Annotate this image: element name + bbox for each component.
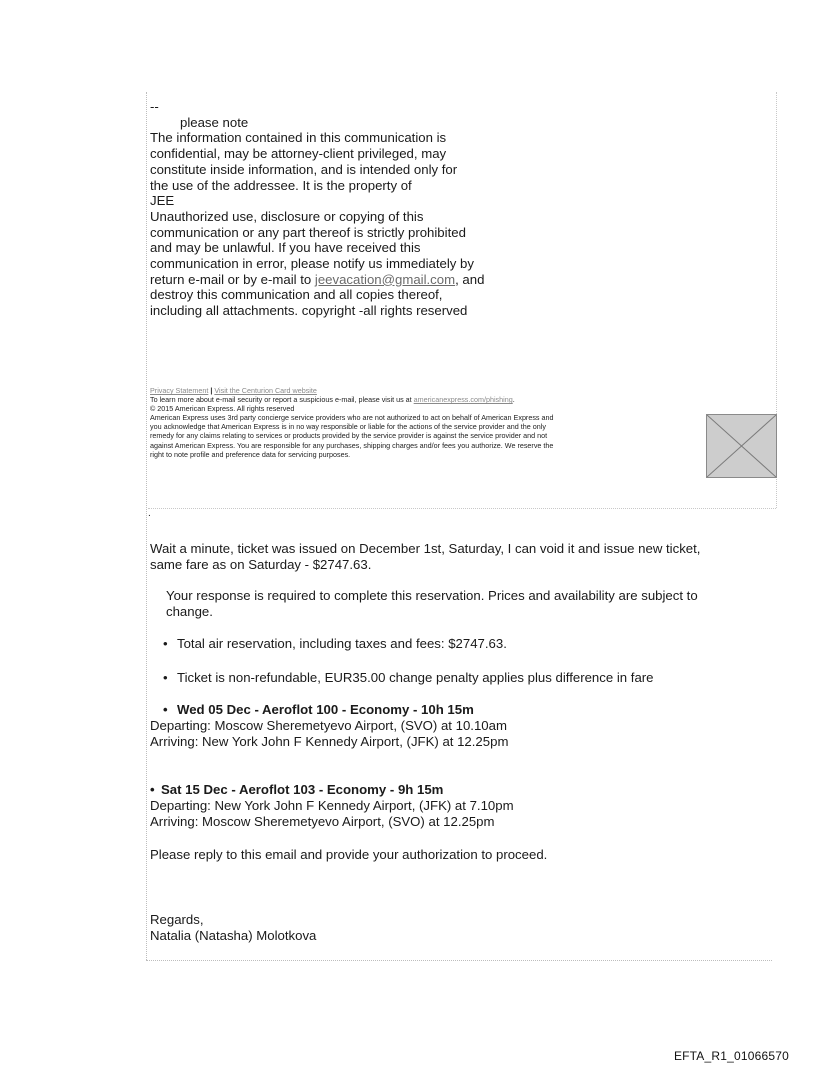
notice-line: The information contained in this communication is	[150, 130, 447, 146]
separator-dot: .	[148, 508, 151, 519]
disclaimer-line: American Express uses 3rd party concierge service providers who are not authorized to act on behalf of American Express and	[150, 413, 554, 423]
notice-line: and may be unlawful. If you have received this	[150, 240, 421, 256]
amex-footer	[150, 386, 700, 459]
privacy-statement-link[interactable]: Privacy Statement	[150, 386, 209, 395]
security-line	[150, 395, 700, 404]
notice-line: communication in error, please notify us immediately by	[150, 256, 474, 272]
email-line-suffix: , and	[455, 271, 485, 287]
bullet-item	[163, 670, 654, 686]
quoted-box-bottom-border	[148, 508, 776, 509]
bullet-text: Total air reservation, including taxes and fees: $2747.63.	[177, 636, 507, 651]
disclaimer-line: you acknowledge that American Express is in no way responsible or liable for the actions of the service provider and the only	[150, 422, 546, 432]
disclaimer-line: remedy for any claims relating to services or products provided by the service provider is against the service provider and not	[150, 431, 548, 441]
flight-1-arriving: Arriving: New York John F Kennedy Airport, (JFK) at 12.25pm	[150, 734, 509, 749]
notice-line: including all attachments. copyright -all rights reserved	[150, 303, 468, 319]
security-text: To learn more about e-mail security or report a suspicious e-mail, please visit us at	[150, 395, 414, 405]
confidentiality-notice	[150, 99, 530, 319]
flight-1-departing: Departing: Moscow Sheremetyevo Airport, (SVO) at 10.10am	[150, 718, 507, 733]
notice-line: destroy this communication and all copies thereof,	[150, 287, 443, 303]
closing: Regards,	[150, 912, 204, 927]
notice-line: constitute inside information, and is intended only for	[150, 161, 458, 177]
intro-line: same fare as on Saturday - $2747.63.	[150, 557, 372, 572]
bullet-marker: •	[150, 782, 155, 797]
bullet-marker: •	[163, 636, 168, 651]
notice-email-line	[150, 272, 530, 288]
disclaimer-line: against American Express. You are responsible for any purchases, shipping charges and/or fees you authorize. We reserve the	[150, 440, 554, 450]
signature-name: Natalia (Natasha) Molotkova	[150, 928, 317, 943]
copyright-line: © 2015 American Express. All rights reserved	[150, 404, 295, 414]
phishing-link[interactable]: americanexpress.com/phishing	[413, 395, 513, 405]
message-frame-left-border	[146, 92, 147, 960]
reply-request: Please reply to this email and provide your authorization to proceed.	[150, 847, 548, 862]
security-suffix: .	[512, 395, 515, 405]
flight-2-departing: Departing: New York John F Kennedy Airport, (JFK) at 7.10pm	[150, 798, 514, 813]
response-line: change.	[166, 604, 213, 619]
footer-links-row	[150, 386, 700, 395]
email-link[interactable]: jeevacation@gmail.com	[314, 271, 456, 287]
response-line: Your response is required to complete this reservation. Prices and availability are subject to	[166, 588, 698, 603]
document-id-stamp: EFTA_R1_01066570	[673, 1049, 789, 1063]
centurion-website-link[interactable]: Visit the Centurion Card website	[214, 386, 317, 395]
flight-1-title-text: Wed 05 Dec - Aeroflot 100 - Economy - 10h 15m	[177, 702, 474, 717]
message-frame-bottom-border	[146, 960, 772, 961]
intro-line: Wait a minute, ticket was issued on December 1st, Saturday, I can void it and issue new ticket,	[150, 541, 701, 556]
bullet-item	[163, 636, 507, 652]
flight-1-title	[163, 702, 474, 718]
email-line-prefix: return e-mail or by e-mail to	[150, 271, 315, 287]
flight-2-title-text: Sat 15 Dec - Aeroflot 103 - Economy - 9h 15m	[161, 782, 444, 797]
notice-line: the use of the addressee. It is the property of	[150, 177, 412, 193]
missing-image-placeholder-icon	[706, 414, 777, 478]
bullet-text: Ticket is non-refundable, EUR35.00 change penalty applies plus difference in fare	[177, 670, 654, 685]
notice-heading: please note	[180, 114, 249, 130]
signature-dash: --	[150, 99, 159, 114]
disclaimer-line: right to note profile and preference data for servicing purposes.	[150, 449, 351, 459]
footer-link-separator: |	[210, 386, 213, 395]
bullet-marker: •	[163, 670, 168, 685]
notice-line: Unauthorized use, disclosure or copying of this	[150, 208, 424, 224]
flight-2-title	[150, 782, 443, 798]
bullet-marker: •	[163, 702, 168, 717]
notice-line: JEE	[150, 193, 175, 209]
notice-line: communication or any part thereof is strictly prohibited	[150, 224, 466, 240]
notice-line: confidential, may be attorney-client privileged, may	[150, 146, 447, 162]
flight-2-arriving: Arriving: Moscow Sheremetyevo Airport, (SVO) at 12.25pm	[150, 814, 495, 829]
